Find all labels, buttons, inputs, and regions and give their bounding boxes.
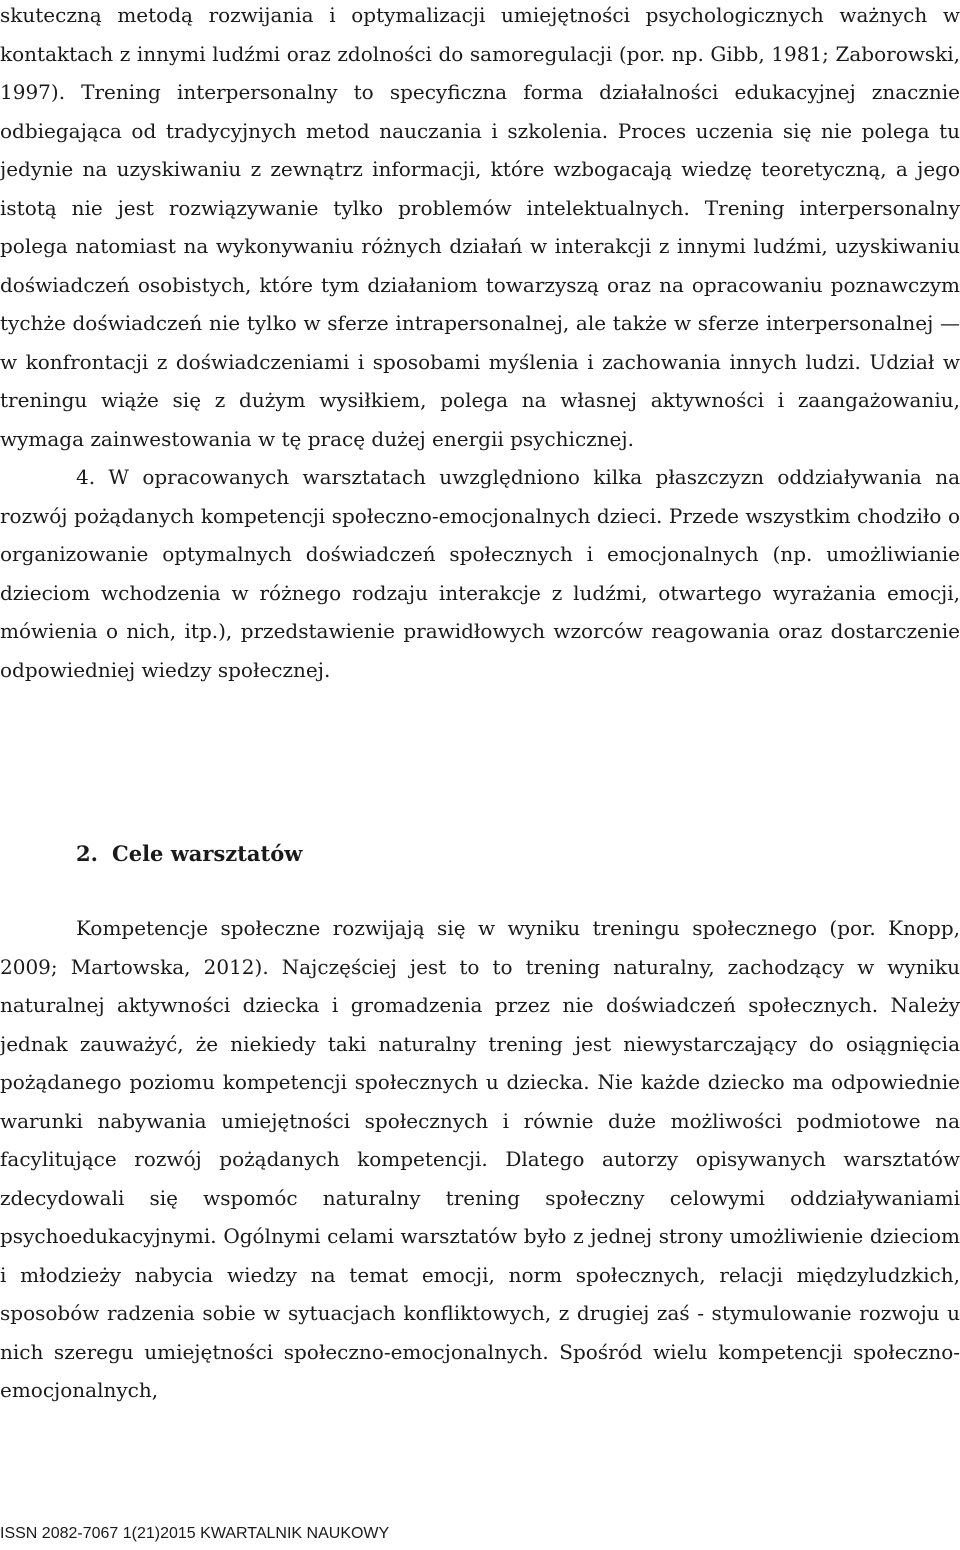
numbered-paragraph: 4. W opracowanych warsztatach uwzględniono kilka płaszczyzn oddziaływania na rozwój pożądanych kompetencji społeczno-emocjonalnych dzieci. Przede wszystkim chodziło o organizowanie optymalnych doświadczeń społecznych i emocjonalnych (np. umożliwianie dzieciom wchodzenia w różnego rodzaju interakcje z ludźmi, otwartego wyrażania emocji, mówienia o nich, itp.), przedstawienie prawidłowych wzorców reagowania oraz dostarczenie odpowiedniej wiedzy społecznej. (0, 465, 960, 682)
body-text-top (0, 0, 960, 689)
section-title: Cele warsztatów (112, 841, 303, 866)
paragraph: skuteczną metodą rozwijania i optymalizacji umiejętności psychologicznych ważnych w kontaktach z innymi ludźmi oraz zdolności do samoregulacji (por. np. Gibb, 1981; Zaborowski, 1997). Trening interpersonalny to specyficzna forma działalności edukacyjnej znacznie odbiegająca od tradycyjnych metod nauczania i szkolenia. Proces uczenia się nie polega tu jedynie na uzyskiwaniu z zewnątrz informacji, które wzbogacają wiedzę teoretyczną, a jego istotą nie jest rozwiązywanie tylko problemów intelektualnych. Trening interpersonalny polega natomiast na wykonywaniu różnych działań w interakcji z innymi ludźmi, uzyskiwaniu doświadczeń osobistych, które tym działaniom towarzyszą oraz na opracowaniu poznawczym tychże doświadczeń nie tylko w sferze intrapersonalnej, ale także w sferze interpersonalnej — w konfrontacji z doświadczeniami i sposobami myślenia i zachowania innych ludzi. Udział w treningu wiąże się z dużym wysiłkiem, polega na własnej aktywności i zaangażowaniu, wymaga zainwestowania w tę pracę dużej energii psychicznej. (0, 3, 960, 451)
section-heading-block (0, 837, 960, 871)
page-footer: ISSN 2082-7067 1(21)2015 KWARTALNIK NAUKOWY (0, 1525, 390, 1542)
section-number: 2. (76, 841, 98, 866)
paragraph: Kompetencje społeczne rozwijają się w wyniku treningu społecznego (por. Knopp, 2009; Martowska, 2012). Najczęściej jest to to trening naturalny, zachodzący w wyniku naturalnej aktywności dziecka i gromadzenia przez nie doświadczeń społecznych. Należy jednak zauważyć, że niekiedy taki naturalny trening jest niewystarczający do osiągnięcia pożądanego poziomu kompetencji społecznych u dziecka. Nie każde dziecko ma odpowiednie warunki nabywania umiejętności społecznych i równie duże możliwości podmiotowe na facylitujące rozwój pożądanych kompetencji. Dlatego autorzy opisywanych warsztatów zdecydowali się wspomóc naturalny trening społeczny celowymi oddziaływaniami psychoedukacyjnymi. Ogólnymi celami warsztatów było z jednej strony umożliwienie dzieciom i młodzieży nabycia wiedzy na temat emocji, norm społecznych, relacji międzyludzkich, sposobów radzenia sobie w sytuacjach konfliktowych, z drugiej zaś - stymulowanie rozwoju u nich szeregu umiejętności społeczno-emocjonalnych. Spośród wielu kompetencji społeczno-emocjonalnych, (0, 916, 960, 1402)
section-heading (0, 837, 960, 871)
body-text-bottom (0, 909, 960, 1410)
